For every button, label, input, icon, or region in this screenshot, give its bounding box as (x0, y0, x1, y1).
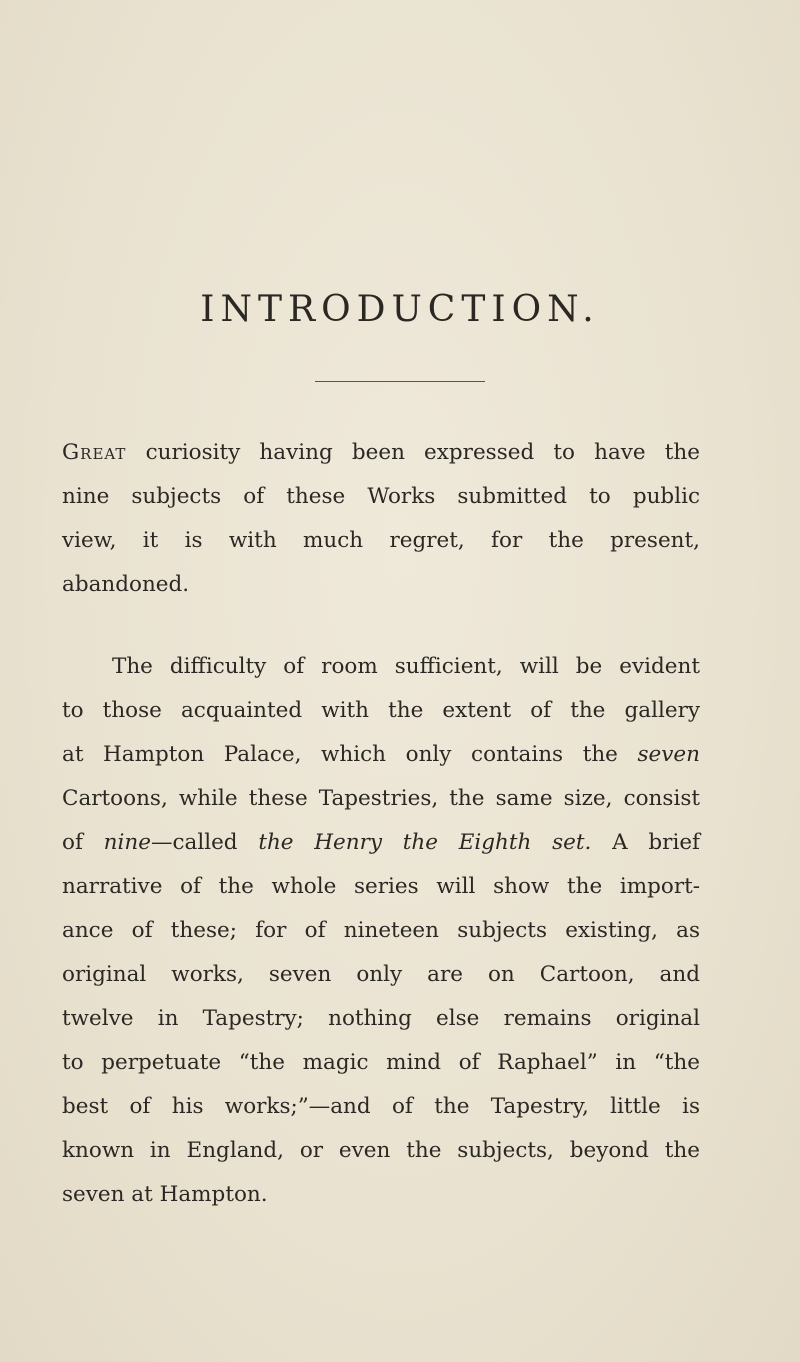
paragraph-2-line-12: known in England, or even the subjects, beyond the (62, 1138, 700, 1163)
italic-set-name: the Henry the Eighth set. (258, 830, 592, 855)
paragraph-1-line-3: view, it is with much regret, for the present, (62, 528, 700, 553)
paragraph-2-line-5-c: A brief (591, 830, 700, 855)
paragraph-1-line-1-text: curiosity having been expressed to have the (126, 440, 700, 465)
paragraph-2-line-7: ance of these; for of nineteen subjects existing, as (62, 918, 700, 943)
italic-nine: nine (103, 830, 151, 855)
paragraph-1-line-1 (62, 440, 700, 465)
paragraph-2-line-5 (62, 830, 700, 855)
paragraph-2-line-4: Cartoons, while these Tapestries, the same size, consist (62, 786, 700, 811)
paragraph-1-line-2: nine subjects of these Works submitted to public (62, 484, 700, 509)
paragraph-2-line-8: original works, seven only are on Cartoon, and (62, 962, 700, 987)
paragraph-2-line-5-b: —called (150, 830, 259, 855)
paragraph-2-line-5-a: of (62, 830, 104, 855)
paragraph-2-line-10: to perpetuate “the magic mind of Raphael” in “the (62, 1050, 700, 1075)
lead-word-small-caps: Great (62, 440, 127, 465)
paragraph-2-line-6: narrative of the whole series will show the import- (62, 874, 700, 899)
paragraph-2-line-9: twelve in Tapestry; nothing else remains original (62, 1006, 700, 1031)
paragraph-2-line-13: seven at Hampton. (62, 1182, 268, 1207)
paragraph-1-line-4: abandoned. (62, 572, 190, 597)
chapter-heading: INTRODUCTION. (200, 289, 600, 330)
paragraph-2-line-1: The difficulty of room sufficient, will be evident (112, 654, 700, 679)
italic-seven: seven (637, 742, 700, 767)
heading-rule (315, 381, 485, 382)
paragraph-2-line-3 (62, 742, 700, 767)
paragraph-2-line-2: to those acquainted with the extent of the gallery (62, 698, 700, 723)
paragraph-2-line-11: best of his works;”—and of the Tapestry, little is (62, 1094, 700, 1119)
paragraph-2-line-3-text: at Hampton Palace, which only contains the (62, 742, 638, 767)
